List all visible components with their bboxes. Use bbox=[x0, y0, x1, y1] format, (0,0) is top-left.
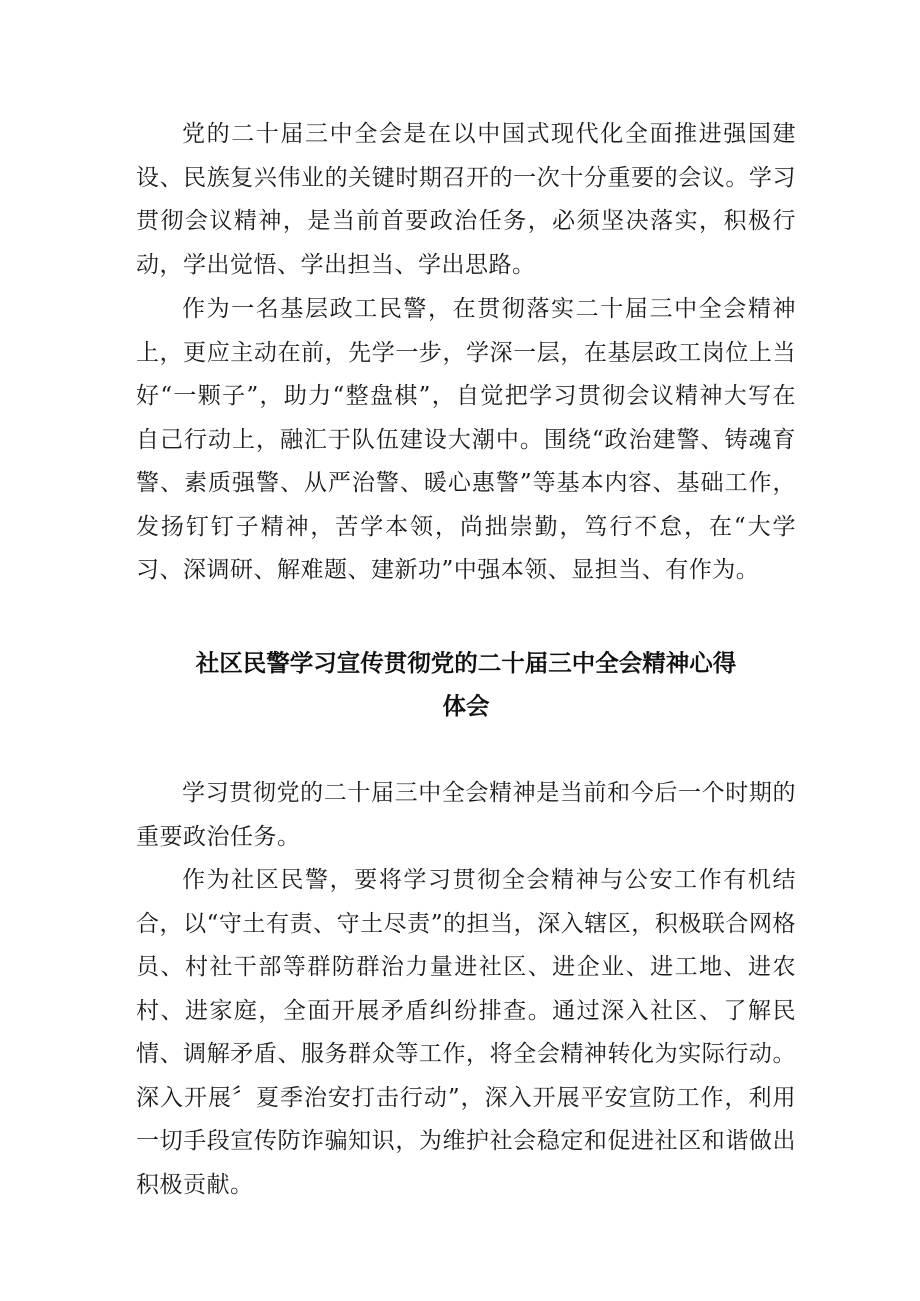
section-title-line: 体会 bbox=[442, 692, 490, 720]
body-paragraph: 学习贯彻党的二十届三中全会精神是当前和今后一个时期的重要政治任务。 bbox=[136, 780, 796, 850]
body-paragraph: 党的二十届三中全会是在以中国式现代化全面推进强国建设、民族复兴伟业的关键时期召开的一次十分重要的会议。学习贯彻会议精神，是当前首要政治任务，必须坚决落实，积极行动，学出觉悟、学出担当、学出思路。 bbox=[136, 121, 796, 278]
body-paragraph: 作为社区民警，要将学习贯彻全会精神与公安工作有机结合，以“守土有责、守土尽责”的担当，深入辖区，积极联合网格员、村社干部等群防群治力量进社区、进企业、进工地、进农村、进家庭，全面开展矛盾纠纷排查。通过深入社区、了解民情、调解矛盾、服务群众等工作，将全会精神转化为实际行动。深入开展〞夏季治安打击行动”，深入开展平安宣防工作，利用一切手段宣传防诈骗知识，为维护社会稳定和促进社区和谐做出积极贡献。 bbox=[136, 867, 796, 1198]
section-title-line: 社区民警学习宣传贯彻党的二十届三中全会精神心得 bbox=[195, 649, 737, 677]
body-paragraph: 作为一名基层政工民警，在贯彻落实二十届三中全会精神上，更应主动在前，先学一步，学深一层，在基层政工岗位上当好“一颗子”，助力“整盘棋”，自觉把学习贯彻会议精神大写在自己行动上，融汇于队伍建设大潮中。围绕“政治建警、铸魂育警、素质强警、从严治警、暖心惠警”等基本内容、基础工作，发扬钉钉子精神，苦学本领，尚拙崇勤，笃行不怠，在“大学习、深调研、解难题、建新功”中强本领、显担当、有作为。 bbox=[136, 296, 796, 583]
section-title bbox=[136, 642, 796, 728]
